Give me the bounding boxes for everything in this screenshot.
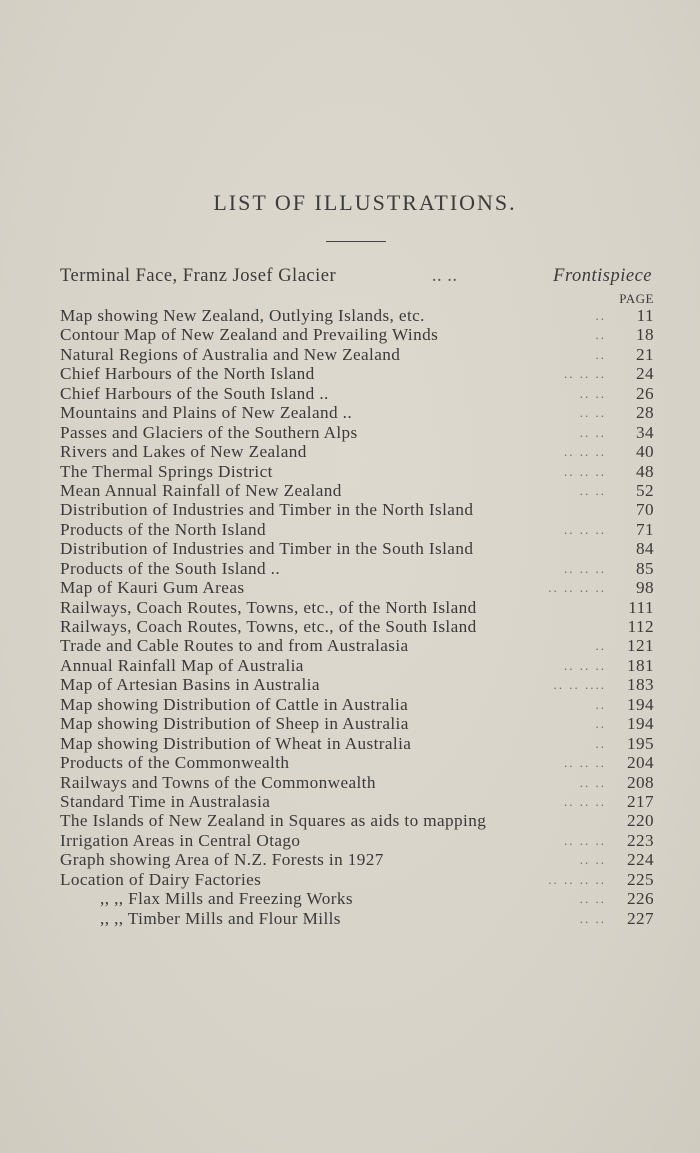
entry-page-number: 34	[636, 422, 654, 442]
entry-page-number: 194	[627, 714, 654, 734]
entry-page-number: 11	[636, 306, 654, 325]
entry-page-number: 121	[627, 636, 654, 656]
entry-title: Mean Annual Rainfall of New Zealand	[60, 480, 342, 500]
list-item	[60, 811, 654, 830]
list-item	[60, 364, 654, 383]
list-item	[60, 384, 654, 403]
list-item	[60, 578, 654, 597]
entry-title: Passes and Glaciers of the Southern Alps	[60, 422, 358, 442]
list-item	[60, 617, 654, 636]
entry-title: Map showing Distribution of Cattle in Australia	[60, 694, 409, 714]
entry-title: Map showing Distribution of Wheat in Australia	[60, 733, 412, 753]
illustrations-list	[60, 306, 654, 928]
list-item	[60, 909, 654, 928]
list-item	[60, 423, 654, 442]
entry-title: Chief Harbours of the South Island ..	[60, 383, 329, 403]
list-item	[60, 870, 654, 889]
entry-leader: .. .. ....	[553, 677, 606, 693]
entry-page-number: 52	[636, 480, 654, 500]
entry-page-number: 28	[636, 403, 654, 423]
entry-page-number: 111	[628, 597, 654, 617]
entry-title: The Thermal Springs District	[60, 461, 273, 481]
frontispiece-text: Terminal Face, Franz Josef Glacier	[60, 266, 337, 286]
entry-leader: .. ..	[579, 405, 606, 421]
entry-title: Irrigation Areas in Central Otago	[60, 830, 301, 850]
entry-page-number: 226	[627, 889, 654, 909]
list-item	[60, 850, 654, 869]
entry-title: Chief Harbours of the North Island	[60, 364, 315, 384]
entry-leader	[486, 811, 618, 830]
entry-page-number: 71	[636, 519, 654, 539]
entry-page-number: 21	[636, 344, 654, 364]
list-item	[60, 462, 654, 481]
page-column-header: PAGE	[619, 291, 654, 306]
entry-page-number: 204	[627, 753, 654, 773]
entry-title: Map showing Distribution of Sheep in Australia	[60, 714, 409, 734]
list-item	[60, 675, 654, 694]
entry-page-number: 70	[636, 500, 654, 520]
entry-leader: .. .. ..	[564, 463, 606, 479]
entry-title: Map of Artesian Basins in Australia	[60, 675, 320, 695]
entry-leader: .. .. ..	[564, 657, 606, 673]
entry-page-number: 24	[636, 364, 654, 384]
list-item	[60, 831, 654, 850]
entry-leader: .. ..	[579, 910, 606, 926]
list-item	[60, 753, 654, 772]
entry-page-number: 181	[627, 655, 654, 675]
entry-leader: .. .. .. ..	[548, 871, 606, 887]
frontispiece-page: Frontispiece	[553, 266, 652, 286]
entry-leader: .. .. ..	[564, 832, 606, 848]
list-item	[60, 345, 654, 364]
entry-leader: .. .. ..	[564, 444, 606, 460]
list-item	[60, 403, 654, 422]
entry-title: Map showing New Zealand, Outlying Islands, etc.	[60, 306, 425, 325]
entry-leader: .. ..	[579, 482, 606, 498]
entry-title: Standard Time in Australasia	[60, 791, 271, 811]
entry-page-number: 227	[627, 908, 654, 928]
entry-page-number: 98	[636, 578, 654, 598]
entry-leader: ..	[595, 308, 606, 323]
entry-page-number: 223	[627, 830, 654, 850]
entry-title: The Islands of New Zealand in Squares as aids to mapping	[60, 811, 487, 831]
entry-title: Railways, Coach Routes, Towns, etc., of the North Island	[60, 597, 477, 617]
list-item	[60, 598, 654, 617]
entry-leader: .. ..	[579, 424, 606, 440]
list-item	[60, 636, 654, 655]
entry-leader: .. .. ..	[564, 560, 606, 576]
title-rule	[326, 241, 386, 242]
list-item	[60, 656, 654, 675]
frontispiece-leader: .. ..	[431, 266, 458, 286]
entry-page-number: 220	[627, 811, 654, 831]
entry-leader: .. .. ..	[564, 366, 606, 382]
entry-title: Mountains and Plains of New Zealand ..	[60, 403, 353, 423]
entry-leader: ..	[595, 696, 606, 712]
entry-leader: ..	[595, 735, 606, 751]
list-item	[60, 539, 654, 558]
entry-leader: .. .. ..	[564, 793, 606, 809]
entry-leader	[473, 539, 618, 558]
entry-title: Products of the South Island ..	[60, 558, 281, 578]
entry-leader: .. ..	[579, 774, 606, 790]
entry-page-number: 48	[636, 461, 654, 481]
entry-title: ,, ,, Timber Mills and Flour Mills	[100, 908, 341, 928]
page-title: LIST OF ILLUSTRATIONS.	[213, 190, 517, 215]
entry-page-number: 112	[627, 617, 654, 636]
entry-leader	[473, 500, 618, 519]
list-item	[60, 559, 654, 578]
entry-title: Products of the North Island	[60, 519, 266, 539]
entry-page-number: 84	[636, 539, 654, 559]
entry-title: Distribution of Industries and Timber in the North Island	[60, 500, 474, 520]
list-item	[60, 442, 654, 461]
entry-title: ,, ,, Flax Mills and Freezing Works	[100, 889, 353, 909]
list-item	[60, 520, 654, 539]
entry-title: Railways, Coach Routes, Towns, etc., of the South Island	[60, 617, 477, 636]
entry-leader: .. ..	[579, 891, 606, 907]
entry-title: Annual Rainfall Map of Australia	[60, 655, 304, 675]
entry-page-number: 183	[627, 675, 654, 695]
entry-title: Rivers and Lakes of New Zealand	[60, 442, 307, 462]
entry-leader: ..	[595, 346, 606, 362]
entry-title: Railways and Towns of the Commonwealth	[60, 772, 376, 792]
entry-leader	[477, 617, 618, 636]
entry-title: Location of Dairy Factories	[60, 869, 262, 889]
list-item	[60, 714, 654, 733]
entry-leader: .. .. ..	[564, 755, 606, 771]
entry-title: Distribution of Industries and Timber in the South Island	[60, 539, 474, 559]
entry-title: Products of the Commonwealth	[60, 753, 290, 773]
entry-page-number: 26	[636, 383, 654, 403]
list-item	[60, 325, 654, 344]
entry-page-number: 195	[627, 733, 654, 753]
entry-page-number: 40	[636, 442, 654, 462]
list-item	[60, 734, 654, 753]
entry-leader: ..	[595, 716, 606, 732]
list-item	[60, 481, 654, 500]
entry-page-number: 208	[627, 772, 654, 792]
entry-page-number: 194	[627, 694, 654, 714]
entry-page-number: 224	[627, 850, 654, 870]
entry-leader: .. ..	[579, 385, 606, 401]
entry-page-number: 18	[636, 325, 654, 345]
entry-title: Map of Kauri Gum Areas	[60, 578, 245, 598]
entry-page-number: 217	[627, 791, 654, 811]
entry-title: Contour Map of New Zealand and Prevailing Winds	[60, 325, 439, 345]
entry-leader: .. .. .. ..	[548, 580, 606, 596]
entry-leader: .. ..	[579, 852, 606, 868]
entry-leader: ..	[595, 638, 606, 654]
entry-title: Natural Regions of Australia and New Zealand	[60, 344, 401, 364]
list-item	[60, 773, 654, 792]
list-item	[60, 306, 654, 325]
entry-page-number: 85	[636, 558, 654, 578]
list-item	[60, 889, 654, 908]
list-item	[60, 792, 654, 811]
entry-title: Graph showing Area of N.Z. Forests in 1927	[60, 850, 384, 870]
frontispiece-entry	[60, 266, 652, 287]
entry-title: Trade and Cable Routes to and from Australasia	[60, 636, 409, 656]
list-item	[60, 695, 654, 714]
entry-page-number: 225	[627, 869, 654, 889]
entry-leader: ..	[595, 327, 606, 343]
list-item	[60, 500, 654, 519]
entry-leader: .. .. ..	[564, 521, 606, 537]
entry-leader	[477, 598, 618, 617]
